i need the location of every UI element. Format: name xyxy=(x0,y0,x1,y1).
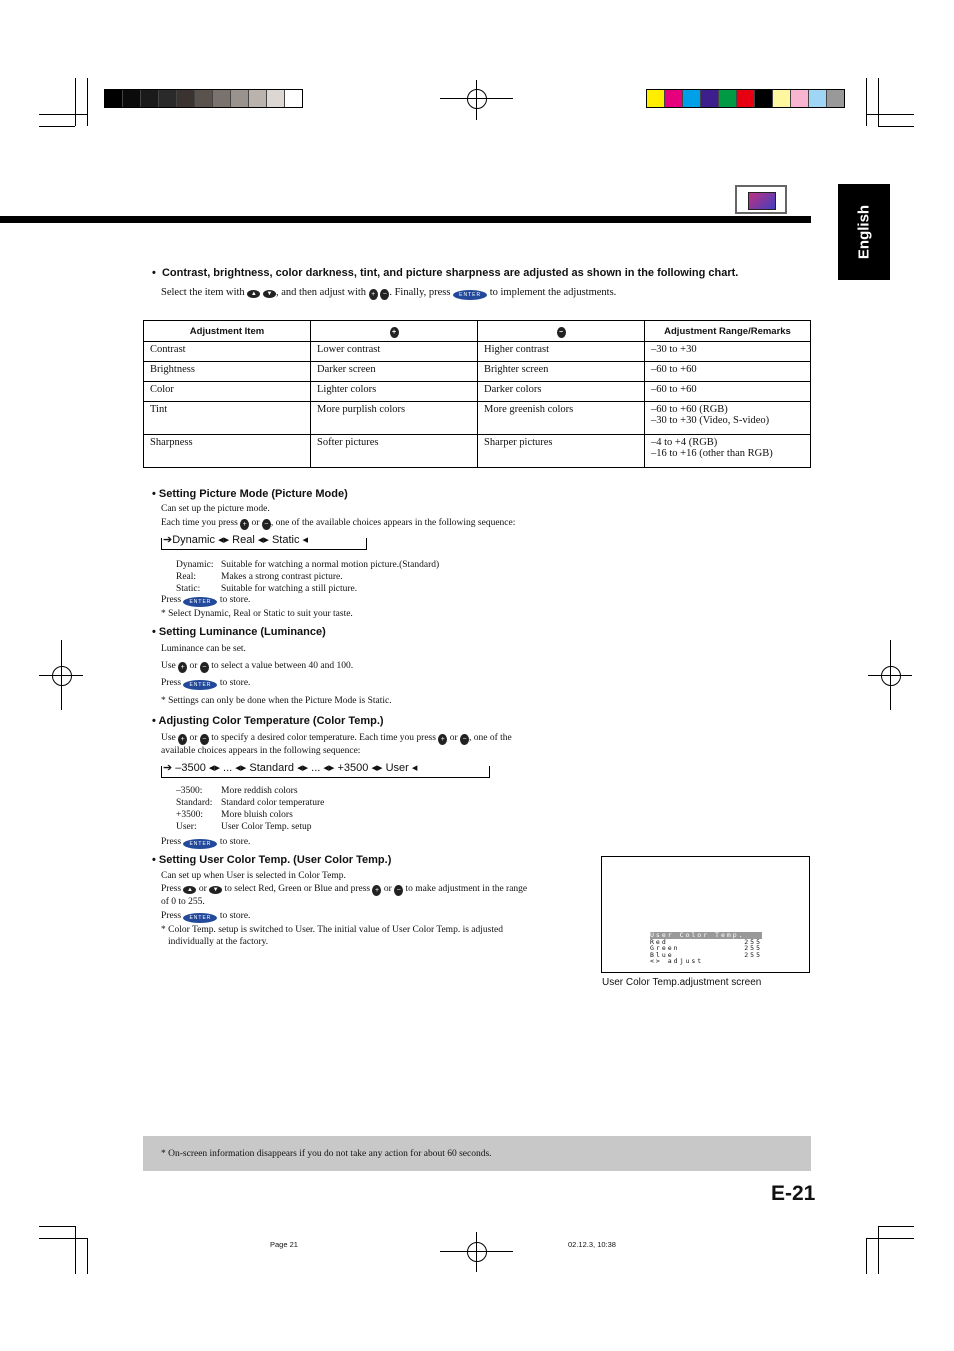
seq-real: Real xyxy=(232,534,255,546)
plus-button-icon: + xyxy=(178,662,187,673)
down-button-icon: ▼ xyxy=(209,886,222,894)
color-temp-line2: available choices appears in the following sequence: xyxy=(161,746,361,756)
enter-button-icon: ENTER xyxy=(183,597,217,607)
user-color-temp-note-1: * Color Temp. setup is switched to User. The initial value of User Color Temp. is adjusted xyxy=(161,925,503,935)
footer-note: * On-screen information disappears if you do not take any action for about 60 seconds. xyxy=(161,1149,492,1159)
grayscale-swatch xyxy=(267,90,285,107)
to-store-text: to store. xyxy=(219,837,251,847)
minus-button-icon: − xyxy=(262,519,271,530)
color-temp-sequence xyxy=(161,762,490,778)
luminance-instruction xyxy=(161,660,353,673)
color-temp-instruction xyxy=(161,732,512,745)
cell-minus-effect-text: More greenish colors xyxy=(484,404,574,415)
header-rule xyxy=(0,216,811,223)
osd-row-label: Blue xyxy=(650,950,674,959)
grayscale-swatch xyxy=(159,90,177,107)
cell-range xyxy=(645,342,811,362)
cell-range xyxy=(645,382,811,402)
luminance-desc: Luminance can be set. xyxy=(161,644,246,654)
seq-static: Static xyxy=(271,534,300,546)
cell-plus-effect xyxy=(311,402,478,435)
cell-range-text: –4 to +4 (RGB) xyxy=(651,437,718,448)
intro-text-d: to implement the adjustments. xyxy=(489,287,617,298)
cell-range xyxy=(645,362,811,382)
cell-item-text: Sharpness xyxy=(150,437,193,448)
plus-button-icon: + xyxy=(372,885,381,896)
luminance-heading-text: Setting Luminance (Luminance) xyxy=(158,626,326,638)
to-store-text: to store. xyxy=(219,678,251,688)
user-color-temp-note-2: individually at the factory. xyxy=(168,937,269,947)
picture-mode-sequence xyxy=(161,534,367,550)
definition-text: Makes a strong contrast picture. xyxy=(221,572,343,582)
definition-row xyxy=(176,797,324,809)
cell-plus-effect xyxy=(311,362,478,382)
cell-item-text: Tint xyxy=(150,404,168,415)
color-swatch xyxy=(827,90,844,107)
cell-minus-effect-text: Higher contrast xyxy=(484,344,550,355)
definition-text: User Color Temp. setup xyxy=(221,822,312,832)
osd-row-value: 255 xyxy=(744,944,762,952)
user-color-temp-desc: Can set up when User is selected in Color Temp. xyxy=(161,871,346,881)
or-text: or xyxy=(383,884,392,894)
definition-row xyxy=(176,785,324,797)
use-text: Use xyxy=(161,733,176,743)
osd-row-value: 255 xyxy=(744,937,762,946)
user-color-temp-screen xyxy=(601,856,810,973)
user-color-temp-heading-text: Setting User Color Temp. (User Color Temp.) xyxy=(158,854,392,866)
intro-bullet: • Contrast, brightness, color darkness, tint, and picture sharpness are adjusted as shown in the following chart. xyxy=(152,267,739,279)
seq-minus3500: –3500 xyxy=(175,762,206,774)
page-number: E-21 xyxy=(771,1182,816,1205)
picture-mode-instruction xyxy=(161,517,515,530)
luminance-store xyxy=(161,677,250,690)
uct-text-b: to select Red, Green or Blue and press xyxy=(224,884,371,894)
adjustment-table xyxy=(143,320,811,468)
intro-text-a: Select the item with xyxy=(161,287,245,298)
seq-dynamic: Dynamic xyxy=(172,534,216,546)
minus-button-icon: − xyxy=(200,662,209,673)
definition-row xyxy=(176,571,439,583)
luminance-note: * Settings can only be done when the Picture Mode is Static. xyxy=(161,696,392,706)
use-text: Use xyxy=(161,661,176,671)
press-text: Press xyxy=(161,595,182,605)
cell-range-text: –30 to +30 xyxy=(651,344,697,355)
cell-range-text: –60 to +60 xyxy=(651,364,697,375)
cell-minus-effect-text: Brighter screen xyxy=(484,364,549,375)
cell-plus-effect-text: More purplish colors xyxy=(317,404,406,415)
intro-bullet-text: Contrast, brightness, color darkness, tint, and picture sharpness are adjusted as shown in the following chart. xyxy=(161,267,739,279)
picture-mode-note: * Select Dynamic, Real or Static to suit your taste. xyxy=(161,609,353,619)
definition-row xyxy=(176,809,324,821)
color-calibration-strip xyxy=(646,89,845,108)
definition-text: Suitable for watching a normal motion picture.(Standard) xyxy=(221,560,440,570)
definition-text: More reddish colors xyxy=(221,786,298,796)
cell-range-text: –60 to +60 xyxy=(651,384,697,395)
screen-caption: User Color Temp.adjustment screen xyxy=(602,977,762,988)
language-tab xyxy=(838,184,890,280)
cell-minus-effect xyxy=(478,435,645,468)
color-swatch xyxy=(791,90,809,107)
intro-text-b: , and then adjust with xyxy=(275,287,367,298)
color-temp-text-b: to specify a desired color temperature. Each time you press xyxy=(211,733,436,743)
cell-plus-effect xyxy=(311,435,478,468)
definition-row xyxy=(176,821,324,833)
definition-term: Real: xyxy=(176,572,197,582)
seq-ellipsis: ... xyxy=(311,762,321,774)
picture-mode-desc: Can set up the picture mode. xyxy=(161,504,270,514)
picture-mode-sequence-text: ➔Dynamic ◂▸ Real ◂▸ Static ◂ xyxy=(163,534,309,546)
osd-title: User Color Temp. xyxy=(650,932,762,939)
cell-range-text: –60 to +60 (RGB) xyxy=(651,404,728,415)
definition-term: Dynamic: xyxy=(176,560,214,570)
cell-range xyxy=(645,435,811,468)
up-button-icon: ▲ xyxy=(183,886,196,894)
print-page-label: Page 21 xyxy=(270,1240,298,1249)
or-text: or xyxy=(449,733,458,743)
color-swatch xyxy=(647,90,665,107)
plus-button-icon: + xyxy=(369,289,378,300)
table-row xyxy=(144,342,811,362)
intro-instruction xyxy=(161,287,616,300)
grayscale-swatch xyxy=(141,90,159,107)
intro-text-c: . Finally, press xyxy=(389,287,451,298)
cell-minus-effect-text: Sharper pictures xyxy=(484,437,553,448)
plus-button-icon: + xyxy=(390,327,399,338)
osd-menu xyxy=(650,932,762,965)
cell-item-text: Contrast xyxy=(150,344,186,355)
or-text: or xyxy=(189,733,198,743)
grayscale-swatch xyxy=(195,90,213,107)
definition-text: Suitable for watching a still picture. xyxy=(221,584,358,594)
definition-text: Standard color temperature xyxy=(221,798,325,808)
user-color-temp-heading: • Setting User Color Temp. (User Color Temp.) xyxy=(152,854,392,866)
osd-hint: <> adjust xyxy=(650,957,704,965)
minus-button-icon: − xyxy=(557,327,566,338)
picture-mode-heading: • Setting Picture Mode (Picture Mode) xyxy=(152,488,348,500)
header-adjustment-range: Adjustment Range/Remarks xyxy=(645,321,811,342)
user-color-temp-range: of 0 to 255. xyxy=(161,897,205,907)
cell-item xyxy=(144,362,311,382)
user-color-temp-instruction xyxy=(161,883,527,896)
cell-minus-effect-text: Darker colors xyxy=(484,384,542,395)
seq-ellipsis: ... xyxy=(223,762,233,774)
color-temp-definitions xyxy=(176,785,324,833)
down-button-icon: ▼ xyxy=(263,290,276,298)
press-text: Press xyxy=(161,911,182,921)
cell-item-text: Brightness xyxy=(150,364,195,375)
color-temp-heading-text: Adjusting Color Temperature (Color Temp.) xyxy=(158,715,384,727)
cell-plus-effect xyxy=(311,342,478,362)
print-date-label: 02.12.3, 10:38 xyxy=(568,1240,616,1249)
cell-plus-effect xyxy=(311,382,478,402)
definition-term: User: xyxy=(176,822,197,832)
press-text: Press xyxy=(161,884,182,894)
pm-text-or: or xyxy=(251,518,260,528)
cell-range-text-2: –16 to +16 (other than RGB) xyxy=(651,448,773,459)
table-header-row xyxy=(144,321,811,342)
cell-item xyxy=(144,402,311,435)
grayscale-swatch xyxy=(123,90,141,107)
picture-mode-heading-text: Setting Picture Mode (Picture Mode) xyxy=(158,488,348,500)
color-swatch xyxy=(665,90,683,107)
color-swatch xyxy=(773,90,791,107)
color-temp-sequence-text: ➔ –3500 ◂▸ ... ◂▸ Standard ◂▸ ... ◂▸ +3500 ◂▸ User ◂ xyxy=(163,762,418,774)
table-row xyxy=(144,362,811,382)
footer-note-bar xyxy=(143,1136,811,1171)
pm-text-c: , one of the available choices appears in the following sequence: xyxy=(270,518,516,528)
or-text: or xyxy=(198,884,207,894)
minus-button-icon: − xyxy=(380,289,389,300)
color-temp-text-c: , one of the xyxy=(469,733,512,743)
to-store-text: to store. xyxy=(219,595,251,605)
grayscale-calibration-strip xyxy=(104,89,303,108)
osd-row-label: Red xyxy=(650,937,668,946)
cell-minus-effect xyxy=(478,402,645,435)
table-row xyxy=(144,382,811,402)
picture-mode-store xyxy=(161,594,250,607)
luminance-heading: • Setting Luminance (Luminance) xyxy=(152,626,326,638)
color-swatch xyxy=(683,90,701,107)
cell-range-text-2: –30 to +30 (Video, S-video) xyxy=(651,415,770,426)
table-row xyxy=(144,402,811,435)
cell-plus-effect-text: Darker screen xyxy=(317,364,376,375)
cell-item xyxy=(144,342,311,362)
cell-item xyxy=(144,382,311,402)
cell-plus-effect-text: Softer pictures xyxy=(317,437,379,448)
cell-plus-effect-text: Lighter colors xyxy=(317,384,377,395)
cell-minus-effect xyxy=(478,342,645,362)
user-color-temp-store xyxy=(161,910,250,923)
picture-mode-definitions xyxy=(176,559,439,595)
grayscale-swatch xyxy=(249,90,267,107)
cell-item xyxy=(144,435,311,468)
plus-button-icon: + xyxy=(240,519,249,530)
cell-minus-effect xyxy=(478,382,645,402)
pm-text-a: Each time you press xyxy=(161,518,238,528)
cell-plus-effect-text: Lower contrast xyxy=(317,344,381,355)
color-swatch xyxy=(755,90,773,107)
to-store-text: to store. xyxy=(219,911,251,921)
plus-button-icon: + xyxy=(178,734,187,745)
definition-term: –3500: xyxy=(176,786,203,796)
or-text: or xyxy=(189,661,198,671)
enter-button-icon: ENTER xyxy=(183,839,217,849)
seq-user: User xyxy=(385,762,409,774)
header-minus-button xyxy=(478,321,645,342)
header-plus-button xyxy=(311,321,478,342)
minus-button-icon: − xyxy=(394,885,403,896)
enter-button-icon: ENTER xyxy=(453,290,487,300)
luminance-range-text: to select a value between 40 and 100. xyxy=(211,661,354,671)
minus-button-icon: − xyxy=(460,734,469,745)
enter-button-icon: ENTER xyxy=(183,913,217,923)
color-swatch xyxy=(701,90,719,107)
enter-button-icon: ENTER xyxy=(183,680,217,690)
color-swatch xyxy=(737,90,755,107)
osd-row-value: 255 xyxy=(744,950,762,959)
definition-term: +3500: xyxy=(176,810,203,820)
osd-row-label: Green xyxy=(650,944,680,952)
grayscale-swatch xyxy=(285,90,302,107)
plus-button-icon: + xyxy=(438,734,447,745)
table-row xyxy=(144,435,811,468)
grayscale-swatch xyxy=(177,90,195,107)
definition-row xyxy=(176,559,439,571)
up-button-icon: ▲ xyxy=(247,290,260,298)
cell-item-text: Color xyxy=(150,384,174,395)
seq-standard: Standard xyxy=(249,762,295,774)
press-text: Press xyxy=(161,678,182,688)
press-text: Press xyxy=(161,837,182,847)
color-swatch xyxy=(719,90,737,107)
minus-button-icon: − xyxy=(200,734,209,745)
language-tab-label: English xyxy=(855,204,873,260)
uct-text-c: to make adjustment in the range xyxy=(405,884,528,894)
picture-adjust-icon xyxy=(735,185,787,214)
grayscale-swatch xyxy=(105,90,123,107)
color-temp-store xyxy=(161,836,250,849)
color-swatch xyxy=(809,90,827,107)
definition-text: More bluish colors xyxy=(221,810,293,820)
grayscale-swatch xyxy=(213,90,231,107)
grayscale-swatch xyxy=(231,90,249,107)
definition-term: Standard: xyxy=(176,798,213,808)
definition-term: Static: xyxy=(176,584,201,594)
seq-plus3500: +3500 xyxy=(337,762,369,774)
color-temp-heading: • Adjusting Color Temperature (Color Temp.) xyxy=(152,715,384,727)
header-adjustment-item: Adjustment Item xyxy=(144,321,311,342)
cell-minus-effect xyxy=(478,362,645,382)
cell-range xyxy=(645,402,811,435)
